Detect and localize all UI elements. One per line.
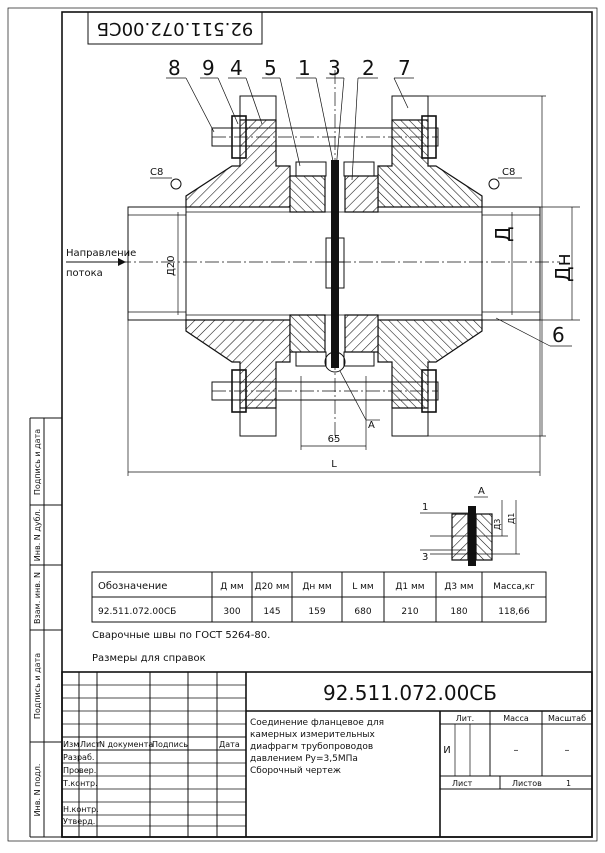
right-flange-bottom <box>378 320 482 408</box>
tb-role-developer: Разраб. <box>63 753 95 762</box>
tb-name-line-4: давлением Ру=3,5МПа <box>250 754 358 764</box>
left-pipe <box>128 207 186 320</box>
spec-table <box>92 572 546 622</box>
spec-cell-d3: 180 <box>450 607 468 617</box>
side-label-4: Подпись и дата <box>33 652 42 720</box>
callout-4: 4 <box>230 56 243 80</box>
spec-cell-d1: 210 <box>401 607 419 617</box>
spec-cell-mass: 118,66 <box>498 607 530 617</box>
flow-label-1: Направление <box>66 248 137 259</box>
side-label-3: Взам. инв. N <box>33 572 42 624</box>
dim-65: 65 <box>327 434 341 445</box>
note-dimensions: Размеры для справок <box>92 653 206 664</box>
tb-col-sign: Подпись <box>152 740 188 749</box>
tb-col-list: Лист <box>80 740 101 749</box>
spec-cell-d20: 145 <box>263 607 281 617</box>
callout-5: 5 <box>264 56 277 80</box>
detail-a-view <box>420 486 520 566</box>
left-ring-top <box>290 176 325 212</box>
spec-header-d: Д мм <box>220 582 244 592</box>
spec-header-mass: Масса,кг <box>493 582 535 592</box>
spec-header-designation: Обозначение <box>98 581 168 592</box>
side-label-5: Инв. N подл. <box>33 763 42 817</box>
spec-header-l: L мм <box>352 582 374 592</box>
tb-mass-value: – <box>513 745 519 756</box>
callout-1: 1 <box>298 56 311 80</box>
rotated-designation-box <box>88 12 262 44</box>
callout-7: 7 <box>398 56 411 80</box>
callout-9: 9 <box>202 56 215 80</box>
title-block <box>62 672 592 837</box>
spec-header-d1: Д1 мм <box>395 582 425 592</box>
detail-d3: Д3 <box>493 518 502 530</box>
detail-callout-1: 1 <box>422 502 429 513</box>
detail-d1: Д1 <box>507 512 516 524</box>
callout-a: А <box>368 420 375 431</box>
tb-role-checker: Провер. <box>63 766 97 775</box>
tb-designation: 92.511.072.00СБ <box>322 681 498 705</box>
tb-scale-value: – <box>564 745 570 756</box>
tb-sheets-label: Листов <box>512 779 542 788</box>
side-label-1: Подпись и дата <box>33 428 42 496</box>
callout-2: 2 <box>362 56 375 80</box>
tb-lit-value: И <box>443 745 451 756</box>
right-flange-top <box>378 120 482 207</box>
spec-header-dn: Дн мм <box>302 582 332 592</box>
spec-cell-designation: 92.511.072.00СБ <box>98 607 177 617</box>
weld-left: С8 <box>150 167 164 178</box>
spec-header-d20: Д20 мм <box>254 582 290 592</box>
dim-d20: Д20 <box>166 255 177 276</box>
callout-8: 8 <box>168 56 181 80</box>
tb-name-line-1: Соединение фланцевое для <box>250 718 385 728</box>
tb-col-date: Дата <box>219 740 240 749</box>
note-welds: Сварочные швы по ГОСТ 5264-80. <box>92 630 271 641</box>
right-ring-top <box>345 176 378 212</box>
tb-role-approved: Утверд. <box>63 817 96 826</box>
side-strip <box>30 418 62 837</box>
tb-name-line-5: Сборочный чертеж <box>250 766 342 776</box>
tb-role-tech-control: Т.контр. <box>63 779 98 788</box>
tb-sheet-label: Лист <box>452 779 473 788</box>
tb-mass-label: Масса <box>503 714 529 723</box>
main-section-view <box>66 56 580 476</box>
tb-sheets-value: 1 <box>566 779 572 788</box>
detail-callout-3: 3 <box>422 552 429 563</box>
spec-header-d3: Д3 мм <box>444 582 474 592</box>
dim-dn: Дн <box>551 253 575 282</box>
tb-role-norm-control: Н.контр. <box>63 805 99 814</box>
flow-label-2: потока <box>66 268 103 279</box>
weld-right: С8 <box>502 167 516 178</box>
tb-scale-label: Масштаб <box>547 714 587 723</box>
left-ring-bottom <box>290 315 325 352</box>
callout-3: 3 <box>328 56 341 80</box>
spec-cell-dn: 159 <box>308 607 326 617</box>
tb-name-line-3: диафрагм трубопроводов <box>250 742 374 752</box>
left-flange-top <box>186 120 290 207</box>
right-pipe <box>482 207 540 320</box>
callout-6: 6 <box>552 323 565 347</box>
tb-col-izm: Изм <box>63 740 80 749</box>
tb-name-line-2: камерных измерительных <box>250 730 375 740</box>
diaphragm <box>331 160 339 368</box>
rotated-designation: 92.511.072.00СБ <box>96 18 254 39</box>
detail-title: А <box>478 486 485 497</box>
callouts-top <box>166 56 414 180</box>
tb-lit-label: Лит. <box>455 714 475 723</box>
side-label-2: Инв. N дубл. <box>33 508 42 562</box>
tb-col-doc: N документа <box>99 740 154 749</box>
spec-cell-d: 300 <box>223 607 241 617</box>
left-flange-bottom <box>186 320 290 408</box>
dim-d: Д <box>491 226 515 242</box>
right-ring-bottom <box>345 315 378 352</box>
spec-cell-l: 680 <box>354 607 372 617</box>
dim-l: L <box>331 459 337 470</box>
